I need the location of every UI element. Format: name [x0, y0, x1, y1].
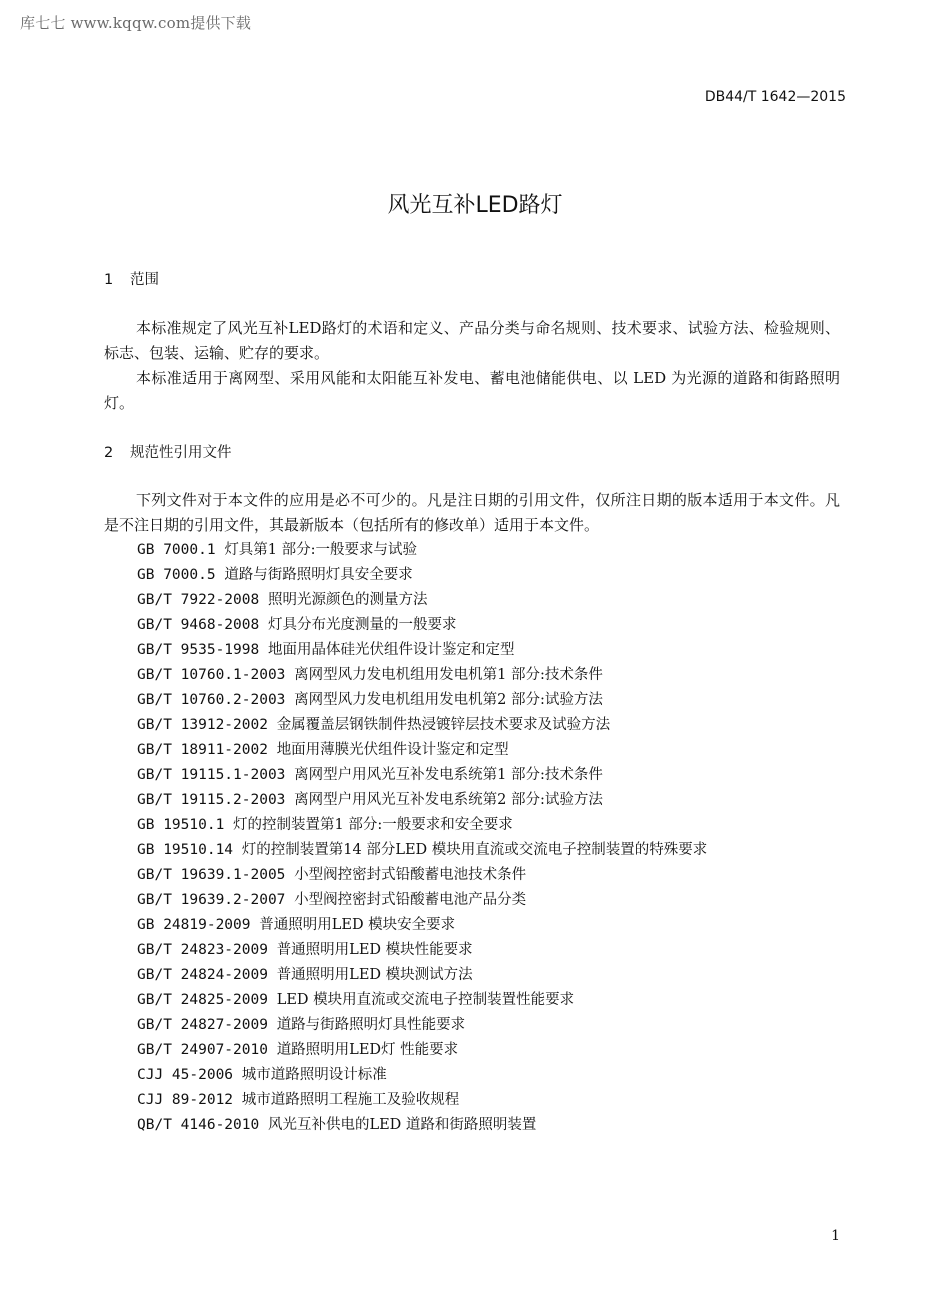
watermark: 库七七 www.kqqw.com提供下载: [20, 14, 252, 32]
reference-list: [137, 538, 707, 1138]
reference-name: 城市道路照明设计标准: [241, 1067, 387, 1083]
reference-item: [137, 863, 707, 888]
section-1-number: 1: [104, 272, 114, 288]
reference-code: QB/T 4146-2010: [137, 1117, 260, 1133]
standard-code: DB44/T 1642—2015: [704, 89, 846, 105]
reference-name: LED 模块用直流或交流电子控制装置性能要求: [276, 992, 575, 1008]
reference-item: [137, 563, 707, 588]
reference-name: 金属覆盖层钢铁制件热浸镀锌层技术要求及试验方法: [276, 717, 611, 733]
reference-item: [137, 913, 707, 938]
reference-item: [137, 938, 707, 963]
reference-code: GB 19510.14: [137, 842, 234, 858]
reference-code: GB/T 19639.2-2007: [137, 892, 286, 908]
reference-code: GB/T 7922-2008: [137, 592, 260, 608]
reference-name: 灯具第1 部分:一般要求与试验: [224, 542, 418, 558]
reference-code: GB/T 19115.2-2003: [137, 792, 286, 808]
reference-item: [137, 1038, 707, 1063]
reference-name: 地面用晶体硅光伏组件设计鉴定和定型: [267, 642, 515, 658]
reference-name: 离网型户用风光互补发电系统第2 部分:试验方法: [294, 792, 603, 808]
reference-item: [137, 663, 707, 688]
section-2-title: 规范性引用文件: [130, 445, 232, 461]
reference-code: GB/T 9468-2008: [137, 617, 260, 633]
reference-item: [137, 638, 707, 663]
reference-code: CJJ 45-2006: [137, 1067, 234, 1083]
section-1-title: 范围: [130, 272, 159, 288]
reference-name: 照明光源颜色的测量方法: [267, 592, 428, 608]
reference-name: 普通照明用LED 模块性能要求: [276, 942, 473, 958]
reference-code: GB/T 13912-2002: [137, 717, 268, 733]
section-2-heading: [104, 441, 232, 462]
reference-name: 小型阀控密封式铅酸蓄电池技术条件: [294, 867, 527, 883]
reference-name: 普通照明用LED 模块安全要求: [259, 917, 456, 933]
reference-code: GB 7000.1: [137, 542, 216, 558]
reference-item: [137, 588, 707, 613]
reference-item: [137, 988, 707, 1013]
reference-code: GB/T 19639.1-2005: [137, 867, 286, 883]
reference-name: 灯的控制装置第1 部分:一般要求和安全要求: [233, 817, 513, 833]
reference-code: GB/T 10760.1-2003: [137, 667, 286, 683]
reference-code: GB/T 9535-1998: [137, 642, 260, 658]
reference-name: 地面用薄膜光伏组件设计鉴定和定型: [276, 742, 509, 758]
reference-code: GB/T 24823-2009: [137, 942, 268, 958]
reference-item: [137, 538, 707, 563]
page-number: 1: [831, 1228, 840, 1244]
reference-code: GB/T 24824-2009: [137, 967, 268, 983]
reference-code: GB/T 24907-2010: [137, 1042, 268, 1058]
reference-name: 离网型风力发电机组用发电机第1 部分:技术条件: [294, 667, 603, 683]
reference-item: [137, 1113, 707, 1138]
section-1-paragraph-2: 本标准适用于离网型、采用风能和太阳能互补发电、蓄电池储能供电、以 LED 为光源的道路和街路照明灯。: [104, 369, 840, 412]
reference-name: 道路照明用LED灯 性能要求: [276, 1042, 459, 1058]
reference-item: [137, 1013, 707, 1038]
reference-code: GB/T 18911-2002: [137, 742, 268, 758]
reference-name: 道路与街路照明灯具性能要求: [276, 1017, 466, 1033]
reference-item: [137, 788, 707, 813]
reference-name: 小型阀控密封式铅酸蓄电池产品分类: [294, 892, 527, 908]
reference-code: GB 7000.5: [137, 567, 216, 583]
reference-code: GB 24819-2009: [137, 917, 251, 933]
reference-code: GB/T 24825-2009: [137, 992, 268, 1008]
reference-name: 灯具分布光度测量的一般要求: [267, 617, 457, 633]
reference-item: [137, 838, 707, 863]
reference-name: 城市道路照明工程施工及验收规程: [241, 1092, 460, 1108]
reference-item: [137, 888, 707, 913]
reference-item: [137, 763, 707, 788]
reference-item: [137, 688, 707, 713]
reference-item: [137, 813, 707, 838]
reference-name: 灯的控制装置第14 部分LED 模块用直流或交流电子控制装置的特殊要求: [241, 842, 708, 858]
reference-name: 道路与街路照明灯具安全要求: [224, 567, 413, 583]
reference-name: 普通照明用LED 模块测试方法: [276, 967, 473, 983]
reference-item: [137, 963, 707, 988]
reference-code: GB/T 10760.2-2003: [137, 692, 286, 708]
document-title: 风光互补LED路灯: [387, 193, 563, 218]
section-1-heading: [104, 268, 159, 289]
reference-code: GB/T 24827-2009: [137, 1017, 268, 1033]
reference-item: [137, 738, 707, 763]
reference-item: [137, 613, 707, 638]
reference-item: [137, 1088, 707, 1113]
section-1-paragraph-1: 本标准规定了风光互补LED路灯的术语和定义、产品分类与命名规则、技术要求、试验方法、检验规则、标志、包装、运输、贮存的要求。: [104, 319, 840, 362]
reference-name: 离网型户用风光互补发电系统第1 部分:技术条件: [294, 767, 603, 783]
reference-item: [137, 1063, 707, 1088]
reference-name: 离网型风力发电机组用发电机第2 部分:试验方法: [294, 692, 603, 708]
reference-name: 风光互补供电的LED 道路和街路照明装置: [267, 1117, 537, 1133]
reference-code: CJJ 89-2012: [137, 1092, 234, 1108]
section-2-number: 2: [104, 445, 114, 461]
reference-item: [137, 713, 707, 738]
reference-code: GB/T 19115.1-2003: [137, 767, 286, 783]
reference-code: GB 19510.1: [137, 817, 225, 833]
section-2-intro: 下列文件对于本文件的应用是必不可少的。凡是注日期的引用文件，仅所注日期的版本适用于本文件。凡是不注日期的引用文件，其最新版本（包括所有的修改单）适用于本文件。: [104, 491, 840, 534]
